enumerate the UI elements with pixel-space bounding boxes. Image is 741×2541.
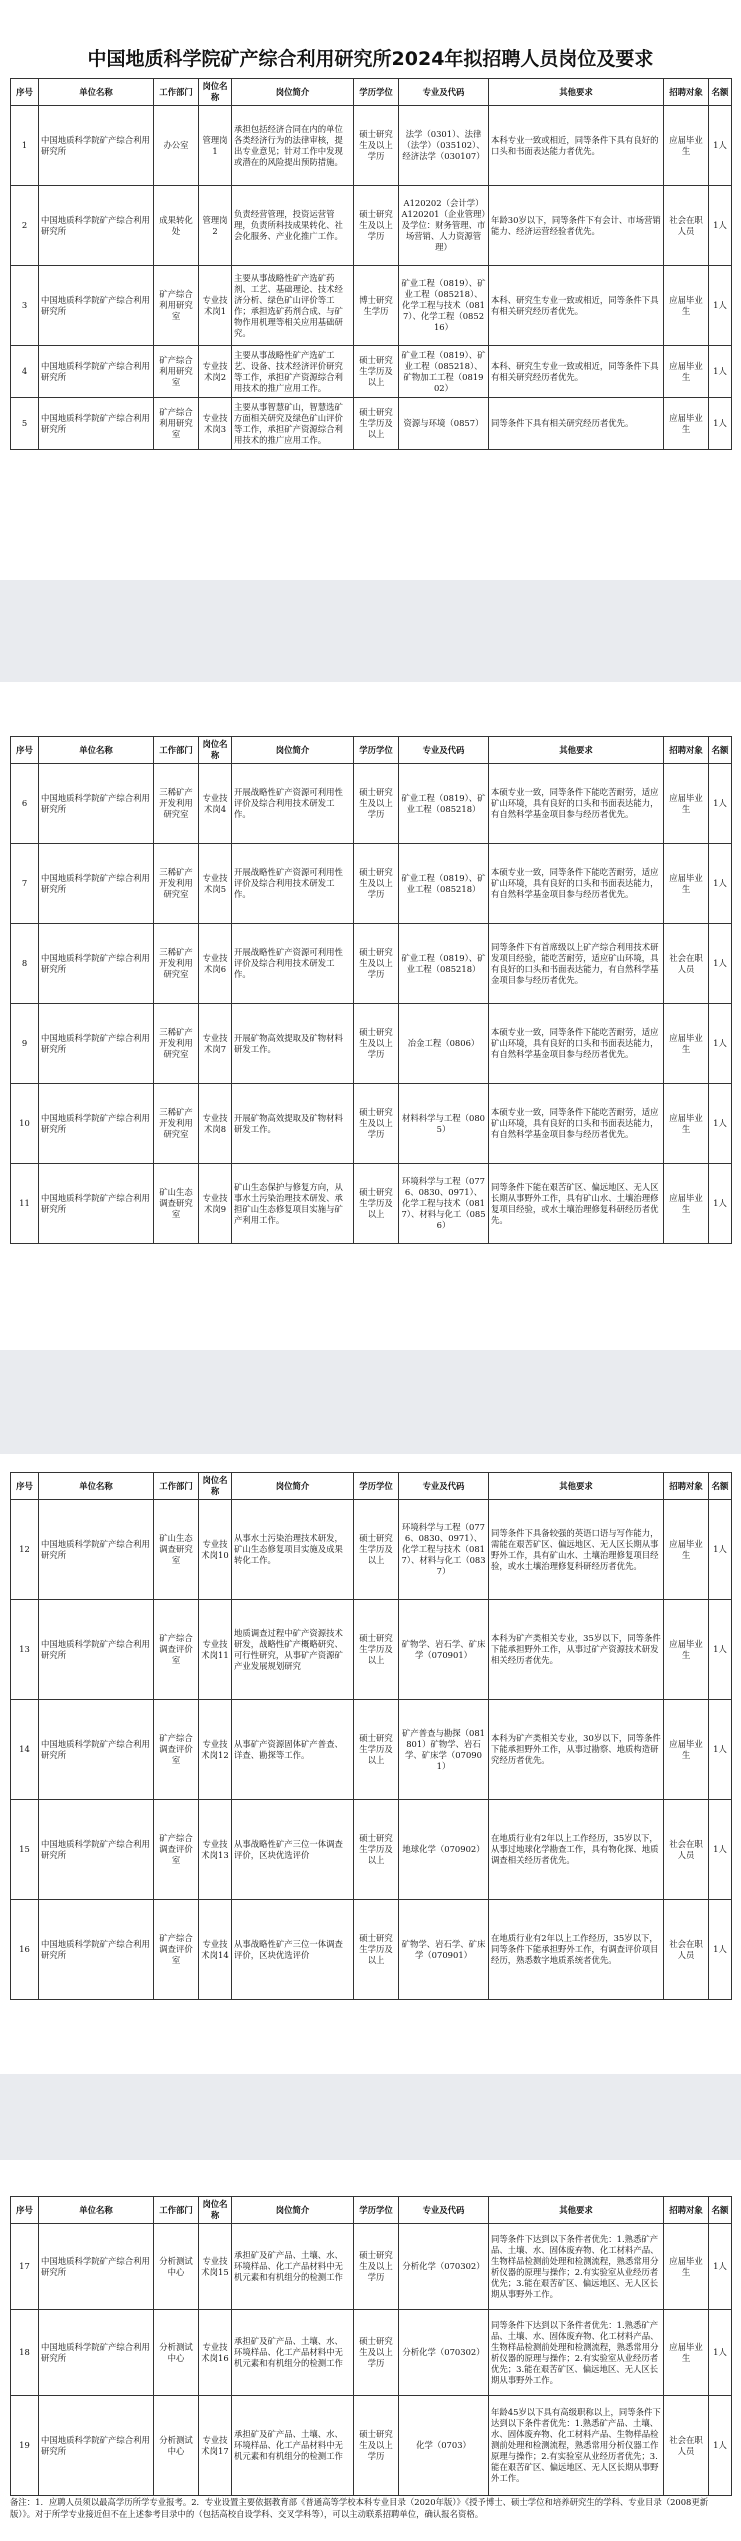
cell-unit: 中国地质科学院矿产综合利用研究所 (39, 1084, 154, 1164)
cell-other: 本科专业一致或相近，同等条件下具有良好的口头和书面表达能力者优先。 (489, 106, 664, 186)
cell-major: 环境科学与工程（0776、0830、0971）、化学工程与技术（0817）、材料与化工（0837） (399, 1500, 489, 1600)
cell-count: 1人 (709, 266, 732, 346)
cell-major: 分析化学（070302） (399, 2224, 489, 2310)
column-header-count: 名额 (709, 79, 732, 106)
column-header-unit: 单位名称 (39, 1473, 154, 1500)
cell-no: 12 (11, 1500, 39, 1600)
cell-other: 同等条件下有首席级以上矿产综合利用技术研发项目经验，能吃苦耐劳，适应矿山环境，具有良好的口头和书面表达能力，有自然科学基金项目参与经历者优先。 (489, 924, 664, 1004)
cell-intro: 从事矿产资源固体矿产普查、详查、勘探等工作。 (232, 1700, 354, 1800)
cell-count: 1人 (709, 1500, 732, 1600)
cell-dept: 三稀矿产开发利用研究室 (154, 1084, 199, 1164)
cell-edu: 硕士研究生及以上学历 (354, 2396, 399, 2496)
cell-major: 矿业工程（0819）、矿业工程（085218）、化学工程与技术（0817）、化学工程（085216） (399, 266, 489, 346)
column-header-count: 名额 (709, 2197, 732, 2224)
cell-post: 专业技术岗13 (199, 1800, 232, 1900)
cell-count: 1人 (709, 2310, 732, 2396)
cell-other: 在地质行业有2年以上工作经历，35岁以下，从事过地球化学勘查工作，具有物化探、地质调查相关经历者优先。 (489, 1800, 664, 1900)
cell-target: 社会在职人员 (664, 1900, 709, 2000)
cell-major: 法学（0301）、法律（法学）（035102）、经济法学（030107） (399, 106, 489, 186)
table-row (11, 398, 732, 450)
cell-no: 9 (11, 1004, 39, 1084)
table-row (11, 2396, 732, 2496)
column-header-major: 专业及代码 (399, 79, 489, 106)
cell-post: 专业技术岗15 (199, 2224, 232, 2310)
cell-post: 管理岗2 (199, 186, 232, 266)
cell-target: 应届毕业生 (664, 1600, 709, 1700)
cell-edu: 硕士研究生及以上学历 (354, 1084, 399, 1164)
cell-intro: 从事战略性矿产三位一体调查评价，区块优选评价 (232, 1900, 354, 2000)
cell-post: 专业技术岗9 (199, 1164, 232, 1244)
cell-intro: 承担矿及矿产品、土壤、水、环境样品、化工产品材料中无机元素和有机组分的检测工作 (232, 2310, 354, 2396)
cell-intro: 地质调查过程中矿产资源技术研发，战略性矿产概略研究、可行性研究，从事矿产资源矿产业发展规划研究 (232, 1600, 354, 1700)
cell-unit: 中国地质科学院矿产综合利用研究所 (39, 764, 154, 844)
column-header-target: 招聘对象 (664, 79, 709, 106)
cell-edu: 硕士研究生学历及以上 (354, 1164, 399, 1244)
header-row (11, 1473, 732, 1500)
cell-no: 10 (11, 1084, 39, 1164)
header-row (11, 2197, 732, 2224)
table-row (11, 1800, 732, 1900)
cell-edu: 硕士研究生学历及以上 (354, 1600, 399, 1700)
cell-intro: 主要从事战略性矿产选矿药剂、工艺、基础理论、技术经济分析、绿色矿山评价等工作；承担选矿药剂合成、与矿物作用机理等相关应用基础研究。 (232, 266, 354, 346)
column-header-intro: 岗位简介 (232, 1473, 354, 1500)
cell-other: 本硕专业一致，同等条件下能吃苦耐劳，适应矿山环境，具有良好的口头和书面表达能力，有自然科学基金项目参与经历者优先。 (489, 1084, 664, 1164)
cell-unit: 中国地质科学院矿产综合利用研究所 (39, 1600, 154, 1700)
cell-post: 专业技术岗7 (199, 1004, 232, 1084)
cell-other: 同等条件下具有相关研究经历者优先。 (489, 398, 664, 450)
column-header-other: 其他要求 (489, 737, 664, 764)
cell-count: 1人 (709, 1700, 732, 1800)
cell-other: 本硕专业一致，同等条件下能吃苦耐劳，适应矿山环境，具有良好的口头和书面表达能力，有自然科学基金项目参与经历者优先。 (489, 844, 664, 924)
cell-intro: 主要从事智慧矿山，智慧选矿方面相关研究及绿色矿山评价等工作，承担矿产资源综合利用技术的推广应用工作。 (232, 398, 354, 450)
cell-edu: 硕士研究生学历及以上 (354, 346, 399, 398)
cell-post: 专业技术岗4 (199, 764, 232, 844)
cell-other: 在地质行业有2年以上工作经历，35岁以下，同等条件下能承担野外工作，有调查评价项目经历，熟悉数字地质系统者优先。 (489, 1900, 664, 2000)
footnote: 备注：1．应聘人员须以最高学历所学专业报考。2．专业设置主要依据教育部《普通高等学校本科专业目录（2020年版）》《授予博士、硕士学位和培养研究生的学科、专业目录（2008更新版）》。对于所学专业接近但不在上述参考目录中的（包括高校自设学科、交叉学科等），可以主动联系招聘单位，确认报名资格。 (10, 2497, 709, 2519)
cell-intro: 承担包括经济合同在内的单位各类经济行为的法律审核，提出专业意见；针对工作中发现或潜在的风险提出预防措施。 (232, 106, 354, 186)
cell-intro: 承担矿及矿产品、土壤、水、环境样品、化工产品材料中无机元素和有机组分的检测工作 (232, 2396, 354, 2496)
cell-other: 同等条件下能在艰苦矿区、偏远地区、无人区长期从事野外工作，具有矿山水、土壤治理修复项目经验，或水土壤治理修复科研经历者优先。 (489, 1164, 664, 1244)
column-header-intro: 岗位简介 (232, 2197, 354, 2224)
column-header-dept: 工作部门 (154, 737, 199, 764)
table-page-3 (10, 1472, 732, 2000)
table-row (11, 346, 732, 398)
cell-count: 1人 (709, 1084, 732, 1164)
column-header-edu: 学历学位 (354, 2197, 399, 2224)
cell-target: 应届毕业生 (664, 2310, 709, 2396)
cell-major: 矿物学、岩石学、矿床学（070901） (399, 1900, 489, 2000)
table-row (11, 1700, 732, 1800)
cell-unit: 中国地质科学院矿产综合利用研究所 (39, 1900, 154, 2000)
cell-intro: 从事水土污染治理技术研发，矿山生态修复项目实施及成果转化工作。 (232, 1500, 354, 1600)
cell-dept: 办公室 (154, 106, 199, 186)
column-header-count: 名额 (709, 1473, 732, 1500)
page-gap (0, 1350, 741, 1454)
column-header-post: 岗位名称 (199, 79, 232, 106)
cell-major: 地球化学（070902） (399, 1800, 489, 1900)
cell-major: 矿产普查与勘探（081801）矿物学、岩石学、矿床学（070901） (399, 1700, 489, 1800)
cell-major: 资源与环境（0857） (399, 398, 489, 450)
cell-no: 14 (11, 1700, 39, 1800)
page-gap (0, 580, 741, 682)
cell-intro: 主要从事战略性矿产选矿工艺、设备、技术经济评价研究等工作，承担矿产资源综合利用技术的推广应用工作。 (232, 346, 354, 398)
cell-unit: 中国地质科学院矿产综合利用研究所 (39, 1004, 154, 1084)
column-header-post: 岗位名称 (199, 737, 232, 764)
cell-unit: 中国地质科学院矿产综合利用研究所 (39, 2224, 154, 2310)
cell-post: 专业技术岗6 (199, 924, 232, 1004)
cell-other: 本科、研究生专业一致或相近，同等条件下具有相关研究经历者优先。 (489, 266, 664, 346)
cell-other: 年龄30岁以下，同等条件下有会计、市场营销能力、经济运营经验者优先。 (489, 186, 664, 266)
cell-dept: 矿产综合调查评价室 (154, 1800, 199, 1900)
cell-post: 专业技术岗8 (199, 1084, 232, 1164)
cell-target: 应届毕业生 (664, 398, 709, 450)
cell-target: 应届毕业生 (664, 844, 709, 924)
cell-post: 专业技术岗11 (199, 1600, 232, 1700)
table-row (11, 1900, 732, 2000)
cell-target: 应届毕业生 (664, 764, 709, 844)
cell-edu: 硕士研究生及以上学历 (354, 844, 399, 924)
cell-edu: 硕士研究生及以上学历 (354, 1004, 399, 1084)
cell-count: 1人 (709, 186, 732, 266)
cell-other: 同等条件下具备较强的英语口语与写作能力，需能在艰苦矿区、偏远地区、无人区长期从事野外工作，具有矿山水、土壤治理修复项目经验，或水土壤治理修复科研经历者优先。 (489, 1500, 664, 1600)
cell-dept: 分析测试中心 (154, 2396, 199, 2496)
cell-dept: 矿产综合利用研究室 (154, 398, 199, 450)
cell-other: 本科为矿产类相关专业，35岁以下，同等条件下能承担野外工作，从事过矿产资源技术研发相关经历者优先。 (489, 1600, 664, 1700)
cell-post: 专业技术岗14 (199, 1900, 232, 2000)
page-title: 中国地质科学院矿产综合利用研究所2024年拟招聘人员岗位及要求 (87, 48, 654, 70)
cell-dept: 矿产综合利用研究室 (154, 346, 199, 398)
cell-target: 应届毕业生 (664, 106, 709, 186)
cell-post: 管理岗1 (199, 106, 232, 186)
table-row (11, 186, 732, 266)
cell-intro: 开展矿物高效提取及矿物材料研发工作。 (232, 1084, 354, 1164)
cell-unit: 中国地质科学院矿产综合利用研究所 (39, 106, 154, 186)
table-row (11, 2224, 732, 2310)
column-header-no: 序号 (11, 737, 39, 764)
cell-no: 5 (11, 398, 39, 450)
table-page-4 (10, 2196, 732, 2496)
table-page-2 (10, 736, 732, 1244)
cell-target: 社会在职人员 (664, 924, 709, 1004)
cell-other: 本科、研究生专业一致或相近，同等条件下具有相关研究经历者优先。 (489, 346, 664, 398)
cell-no: 16 (11, 1900, 39, 2000)
column-header-no: 序号 (11, 79, 39, 106)
cell-intro: 负责经营管理，投资运营管理，负责所科技成果转化、社会化服务、产业化推广工作。 (232, 186, 354, 266)
cell-count: 1人 (709, 2396, 732, 2496)
table-page-1 (10, 78, 732, 450)
cell-edu: 硕士研究生及以上学历 (354, 186, 399, 266)
column-header-target: 招聘对象 (664, 737, 709, 764)
cell-intro: 矿山生态保护与修复方向，从事水土污染治理技术研发、承担矿山生态修复项目实施与矿产利用工作。 (232, 1164, 354, 1244)
cell-no: 7 (11, 844, 39, 924)
cell-intro: 开展战略性矿产资源可利用性评价及综合利用技术研发工作。 (232, 764, 354, 844)
cell-major: 矿业工程（0819）、矿业工程（085218） (399, 924, 489, 1004)
header-row (11, 737, 732, 764)
cell-post: 专业技术岗10 (199, 1500, 232, 1600)
cell-no: 13 (11, 1600, 39, 1700)
table-row (11, 106, 732, 186)
cell-edu: 博士研究生学历 (354, 266, 399, 346)
cell-target: 社会在职人员 (664, 2396, 709, 2496)
column-header-intro: 岗位简介 (232, 737, 354, 764)
cell-count: 1人 (709, 844, 732, 924)
cell-target: 应届毕业生 (664, 2224, 709, 2310)
cell-intro: 从事战略性矿产三位一体调查评价，区块优选评价 (232, 1800, 354, 1900)
cell-major: 材料科学与工程（0805） (399, 1084, 489, 1164)
table-row (11, 1600, 732, 1700)
cell-dept: 矿产综合调查评价室 (154, 1900, 199, 2000)
cell-no: 2 (11, 186, 39, 266)
cell-count: 1人 (709, 1800, 732, 1900)
column-header-no: 序号 (11, 1473, 39, 1500)
cell-target: 应届毕业生 (664, 1500, 709, 1600)
cell-edu: 硕士研究生学历及以上 (354, 1900, 399, 2000)
column-header-target: 招聘对象 (664, 1473, 709, 1500)
cell-major: 矿业工程（0819）、矿业工程（085218） (399, 844, 489, 924)
cell-target: 应届毕业生 (664, 1084, 709, 1164)
cell-major: A120202（会计学）A120201（企业管理）及学位：财务管理、市场营销、人力资源管理） (399, 186, 489, 266)
cell-dept: 矿产综合利用研究室 (154, 266, 199, 346)
cell-unit: 中国地质科学院矿产综合利用研究所 (39, 266, 154, 346)
cell-dept: 三稀矿产开发利用研究室 (154, 844, 199, 924)
cell-dept: 矿山生态调查研究室 (154, 1164, 199, 1244)
cell-unit: 中国地质科学院矿产综合利用研究所 (39, 186, 154, 266)
cell-intro: 承担矿及矿产品、土壤、水、环境样品、化工产品材料中无机元素和有机组分的检测工作 (232, 2224, 354, 2310)
cell-post: 专业技术岗3 (199, 398, 232, 450)
cell-edu: 硕士研究生及以上学历 (354, 2224, 399, 2310)
cell-dept: 三稀矿产开发利用研究室 (154, 924, 199, 1004)
cell-post: 专业技术岗2 (199, 346, 232, 398)
cell-edu: 硕士研究生学历及以上 (354, 1500, 399, 1600)
header-row (11, 79, 732, 106)
cell-unit: 中国地质科学院矿产综合利用研究所 (39, 1700, 154, 1800)
column-header-no: 序号 (11, 2197, 39, 2224)
cell-no: 6 (11, 764, 39, 844)
cell-no: 11 (11, 1164, 39, 1244)
cell-count: 1人 (709, 398, 732, 450)
column-header-other: 其他要求 (489, 2197, 664, 2224)
cell-dept: 分析测试中心 (154, 2224, 199, 2310)
cell-unit: 中国地质科学院矿产综合利用研究所 (39, 1800, 154, 1900)
cell-major: 矿物学、岩石学、矿床学（070901） (399, 1600, 489, 1700)
cell-no: 15 (11, 1800, 39, 1900)
column-header-other: 其他要求 (489, 1473, 664, 1500)
cell-post: 专业技术岗17 (199, 2396, 232, 2496)
column-header-other: 其他要求 (489, 79, 664, 106)
cell-no: 1 (11, 106, 39, 186)
cell-unit: 中国地质科学院矿产综合利用研究所 (39, 2396, 154, 2496)
table-row (11, 1500, 732, 1600)
cell-dept: 成果转化处 (154, 186, 199, 266)
cell-no: 3 (11, 266, 39, 346)
cell-unit: 中国地质科学院矿产综合利用研究所 (39, 1500, 154, 1600)
cell-no: 4 (11, 346, 39, 398)
cell-major: 环境科学与工程（0776、0830、0971）、化学工程与技术（0817）、材料与化工（0856） (399, 1164, 489, 1244)
cell-other: 本科为矿产类相关专业，30岁以下，同等条件下能承担野外工作，从事过勘察、地质构造研究经历者优先。 (489, 1700, 664, 1800)
table-row (11, 844, 732, 924)
cell-target: 社会在职人员 (664, 186, 709, 266)
cell-post: 专业技术岗5 (199, 844, 232, 924)
cell-post: 专业技术岗12 (199, 1700, 232, 1800)
column-header-major: 专业及代码 (399, 737, 489, 764)
cell-intro: 开展矿物高效提取及矿物材料研发工作。 (232, 1004, 354, 1084)
cell-major: 分析化学（070302） (399, 2310, 489, 2396)
column-header-target: 招聘对象 (664, 2197, 709, 2224)
cell-major: 矿业工程（0819）、矿业工程（085218）、矿物加工工程（081902） (399, 346, 489, 398)
cell-post: 专业技术岗16 (199, 2310, 232, 2396)
column-header-dept: 工作部门 (154, 1473, 199, 1500)
cell-unit: 中国地质科学院矿产综合利用研究所 (39, 1164, 154, 1244)
cell-target: 应届毕业生 (664, 1700, 709, 1800)
column-header-post: 岗位名称 (199, 2197, 232, 2224)
cell-major: 矿业工程（0819）、矿业工程（085218） (399, 764, 489, 844)
cell-edu: 硕士研究生及以上学历 (354, 2310, 399, 2396)
cell-count: 1人 (709, 1164, 732, 1244)
table-row (11, 1164, 732, 1244)
table-row (11, 266, 732, 346)
cell-other: 年龄45岁以下具有高级职称以上，同等条件下达到以下条件者优先：1.熟悉矿产品、土壤、水、固体废弃物、化工材料产品、生物样品检测前处理和检测流程，熟悉常用分析仪器工作原理与操作；2.有实验室从业经历者优先；3.能在艰苦矿区、偏远地区、无人区长期从事野外工作。 (489, 2396, 664, 2496)
page-gap (0, 2074, 741, 2160)
cell-dept: 分析测试中心 (154, 2310, 199, 2396)
cell-count: 1人 (709, 1900, 732, 2000)
column-header-major: 专业及代码 (399, 2197, 489, 2224)
column-header-edu: 学历学位 (354, 1473, 399, 1500)
cell-other: 同等条件下达到以下条件者优先：1.熟悉矿产品、土壤、水、固体废弃物、化工材料产品、生物样品检测前处理和检测流程，熟悉常用分析仪器的原理与操作；2.有实验室从业经历者优先；3.能在艰苦矿区、偏远地区、无人区长期从事野外工作。 (489, 2224, 664, 2310)
cell-unit: 中国地质科学院矿产综合利用研究所 (39, 2310, 154, 2396)
cell-no: 8 (11, 924, 39, 1004)
cell-unit: 中国地质科学院矿产综合利用研究所 (39, 346, 154, 398)
cell-count: 1人 (709, 1600, 732, 1700)
cell-count: 1人 (709, 2224, 732, 2310)
column-header-major: 专业及代码 (399, 1473, 489, 1500)
cell-dept: 三稀矿产开发利用研究室 (154, 764, 199, 844)
column-header-dept: 工作部门 (154, 79, 199, 106)
table-row (11, 924, 732, 1004)
cell-dept: 矿产综合调查评价室 (154, 1700, 199, 1800)
cell-unit: 中国地质科学院矿产综合利用研究所 (39, 924, 154, 1004)
cell-target: 社会在职人员 (664, 1800, 709, 1900)
cell-major: 冶金工程（0806） (399, 1004, 489, 1084)
cell-edu: 硕士研究生学历及以上 (354, 1700, 399, 1800)
column-header-edu: 学历学位 (354, 79, 399, 106)
cell-no: 17 (11, 2224, 39, 2310)
cell-major: 化学（0703） (399, 2396, 489, 2496)
cell-target: 应届毕业生 (664, 346, 709, 398)
cell-count: 1人 (709, 1004, 732, 1084)
table-row (11, 1004, 732, 1084)
cell-count: 1人 (709, 924, 732, 1004)
cell-other: 同等条件下达到以下条件者优先：1.熟悉矿产品、土壤、水、固体废弃物、化工材料产品、生物样品检测前处理和检测流程，熟悉常用分析仪器的原理与操作；2.有实验室从业经历者优先；3.能在艰苦矿区、偏远地区、无人区长期从事野外工作。 (489, 2310, 664, 2396)
column-header-intro: 岗位简介 (232, 79, 354, 106)
cell-post: 专业技术岗1 (199, 266, 232, 346)
cell-dept: 矿产综合调查评价室 (154, 1600, 199, 1700)
column-header-dept: 工作部门 (154, 2197, 199, 2224)
cell-edu: 硕士研究生及以上学历 (354, 764, 399, 844)
cell-dept: 三稀矿产开发利用研究室 (154, 1004, 199, 1084)
cell-edu: 硕士研究生学历及以上 (354, 1800, 399, 1900)
cell-target: 应届毕业生 (664, 1004, 709, 1084)
column-header-unit: 单位名称 (39, 2197, 154, 2224)
cell-count: 1人 (709, 764, 732, 844)
cell-unit: 中国地质科学院矿产综合利用研究所 (39, 398, 154, 450)
cell-target: 应届毕业生 (664, 1164, 709, 1244)
cell-intro: 开展战略性矿产资源可利用性评价及综合利用技术研发工作。 (232, 924, 354, 1004)
table-row (11, 764, 732, 844)
cell-no: 19 (11, 2396, 39, 2496)
column-header-unit: 单位名称 (39, 79, 154, 106)
column-header-edu: 学历学位 (354, 737, 399, 764)
cell-other: 本硕专业一致，同等条件下能吃苦耐劳，适应矿山环境，具有良好的口头和书面表达能力，有自然科学基金项目参与经历者优先。 (489, 1004, 664, 1084)
cell-edu: 硕士研究生及以上学历 (354, 106, 399, 186)
cell-target: 应届毕业生 (664, 266, 709, 346)
cell-count: 1人 (709, 346, 732, 398)
cell-edu: 硕士研究生及以上学历 (354, 924, 399, 1004)
column-header-count: 名额 (709, 737, 732, 764)
table-row (11, 2310, 732, 2396)
cell-intro: 开展战略性矿产资源可利用性评价及综合利用技术研发工作。 (232, 844, 354, 924)
cell-edu: 硕士研究生学历及以上 (354, 398, 399, 450)
column-header-post: 岗位名称 (199, 1473, 232, 1500)
cell-count: 1人 (709, 106, 732, 186)
cell-other: 本硕专业一致，同等条件下能吃苦耐劳，适应矿山环境，具有良好的口头和书面表达能力，有自然科学基金项目参与经历者优先。 (489, 764, 664, 844)
cell-no: 18 (11, 2310, 39, 2396)
cell-unit: 中国地质科学院矿产综合利用研究所 (39, 844, 154, 924)
cell-dept: 矿山生态调查研究室 (154, 1500, 199, 1600)
column-header-unit: 单位名称 (39, 737, 154, 764)
table-row (11, 1084, 732, 1164)
